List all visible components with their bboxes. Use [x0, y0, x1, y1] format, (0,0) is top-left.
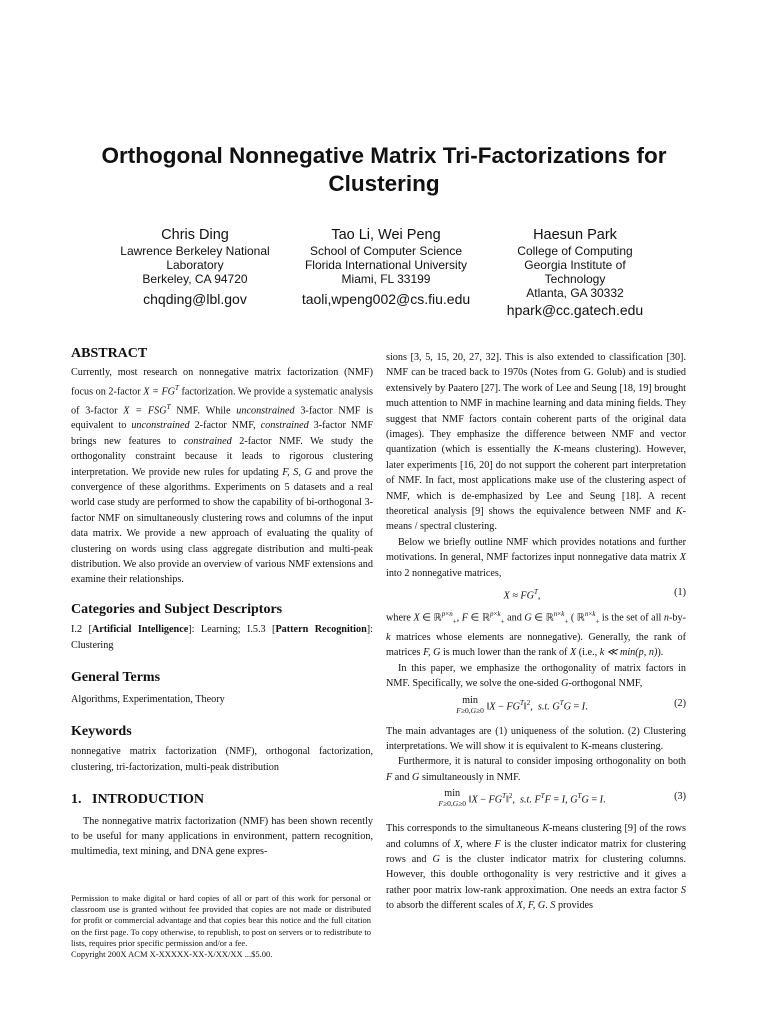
- paper-title: [60, 142, 708, 198]
- equation-1: $X \approx FG^T$, (1): [503, 587, 686, 602]
- author-affiliation: Technology: [544, 272, 606, 286]
- author-block-3: [480, 227, 670, 319]
- left-column: [71, 346, 373, 860]
- intro-paragraph: sions [3, 5, 15, 20, 27, 32]. This is also extended to classification [30]. NMF can be traced back to 1970s (Notes from G. Golub) and is studied extensively by Paatero [27]. The work of Lee and Seung [18, 19] brought much attention to NMF in machine learning and data mining fields. They suggest that NMF factors contain coherent parts of the original data (images). They emphasize the difference between NMF and vector quantization (which is essentially the K-means clustering). However, later experiments [16, 20] do not support the coherent part interpretation of NMF. In fact, most applications make use of the clustering aspect of NMF, which is de-emphasized by Lee and Seung [18]. A recent theoretical analysis [9] shows the equivalence between NMF and K-means / spectral clustering.: [386, 352, 686, 533]
- intro-paragraph: Furthermore, it is natural to consider imposing orthogonality on both F and G simultaneously in NMF.: [386, 756, 686, 783]
- author-affiliation: College of Computing: [517, 244, 633, 258]
- introduction-text: The nonnegative matrix factorization (NMF) has been shown recently to be useful for many applications in environment, pattern recognition, multimedia, text mining, and DNA gene expres-: [71, 815, 373, 858]
- introduction-heading: 1. INTRODUCTION: [71, 792, 205, 808]
- equation-2: min F≥0,G≥0 ‖X − $FG^T‖^2$, s.t. $G^TG = I$. (2): [456, 694, 686, 715]
- author-email: hpark@cc.gatech.edu: [506, 302, 644, 318]
- keywords-heading: Keywords: [71, 723, 132, 739]
- title-line-1: Orthogonal Nonnegative Matrix Tri-Factorizations for: [101, 143, 667, 168]
- author-affiliation: Florida International University: [304, 258, 468, 272]
- author-affiliation: Miami, FL 33199: [341, 272, 431, 286]
- right-column: [386, 350, 686, 914]
- general-terms-text: Algorithms, Experimentation, Theory: [71, 693, 225, 705]
- keywords-text: nonnegative matrix factorization (NMF), orthogonal factorization, clustering, tri-factorization, multi-peak distribution: [71, 746, 373, 773]
- author-block-1: [100, 227, 290, 308]
- intro-paragraph: The main advantages are (1) uniqueness of the solution. (2) Clustering interpretations. We will show it is equivalent to K-means clustering.: [386, 725, 686, 752]
- permission-footnote: [71, 893, 371, 960]
- categories-text: I.2 [Artificial Intelligence]: Learning; I.5.3 [Pattern Recognition]: Clustering: [71, 624, 373, 651]
- intro-paragraph: In this paper, we emphasize the orthogonality of matrix factors in NMF. Specifically, we solve the one-sided G-orthogonal NMF,: [386, 662, 686, 690]
- categories-heading: Categories and Subject Descriptors: [71, 601, 283, 617]
- author-email: taoli,wpeng002@cs.fiu.edu: [301, 291, 471, 307]
- abstract-text: Currently, most research on nonnegative matrix factorization (NMF) focus on 2-factor $X = FG^T$ factorization. We provide a systematic analysis of 3-factor $X = FSG^T$ NMF. While unconstrained 3-factor NMF is equivalent to unconstrained 2-factor NMF, constrained 3-factor NMF brings new features to constrained 2-factor NMF. We study the orthogonality constraint because it leads to rigorous clustering interpretation. We provide new rules for updating F, S, G and prove the convergence of these algorithms. Experiments on 5 datasets and a real world case study are performed to show the capability of bi-orthogonal 3-factor NMF on simultaneously clustering rows and columns of the input data matrix. We provide a new approach of evaluating the quality of clustering on words using class aggregate distribution and multi-peak distribution. We also provide an overview of various NMF extensions and examine their relationships.: [71, 367, 374, 586]
- author-affiliation: Berkeley, CA 94720: [142, 272, 248, 286]
- author-name: Chris Ding: [161, 227, 229, 243]
- abstract-heading: ABSTRACT: [71, 346, 148, 361]
- equation-number: (3): [674, 791, 686, 803]
- intro-paragraph: Below we briefly outline NMF which provides notations and further motivations. In general, NMF factorizes input nonnegative data matrix X into 2 nonnegative matrices,: [386, 536, 686, 579]
- author-affiliation: School of Computer Science: [309, 244, 463, 258]
- author-affiliation: Lawrence Berkeley National: [120, 244, 270, 258]
- author-name: Tao Li, Wei Peng: [331, 227, 441, 243]
- title-line-2: Clustering: [328, 171, 440, 196]
- author-affiliation: Atlanta, GA 30332: [526, 286, 624, 300]
- author-affiliation: Laboratory: [166, 258, 224, 272]
- author-email: chqding@lbl.gov: [143, 291, 247, 307]
- author-block-2: [280, 227, 492, 308]
- copyright-text: Copyright 200X ACM X-XXXXX-XX-X/XX/XX ...$5.00.: [71, 949, 273, 960]
- equation-number: (1): [674, 587, 686, 599]
- author-name: Haesun Park: [533, 227, 617, 243]
- equation-3: min F≥0,G≥0 ‖X − $FG^T‖^2$, s.t. $F^TF = I$, $G^TG = I$. (3): [438, 788, 686, 809]
- intro-paragraph: This corresponds to the simultaneous K-means clustering [9] of the rows and columns of X, where F is the cluster indicator matrix for clustering rows and G is the cluster indicator matrix for clustering columns. However, this double orthogonality is very restrictive and it gives a rather poor matrix low-rank approximation. One needs an extra factor S to absorb the different scales of X, F, G. S provides: [386, 823, 687, 912]
- equation-number: (2): [674, 697, 686, 709]
- permission-text: Permission to make digital or hard copies of all or part of this work for personal or classroom use is granted without fee provided that copies are not made or distributed for profit or commercial advantage and that copies bear this notice and the full citation on the first page. To copy otherwise, to republish, to post on servers or to redistribute to lists, requires prior specific permission and/or a fee.: [71, 893, 371, 948]
- general-terms-heading: General Terms: [71, 670, 161, 686]
- intro-paragraph: where X ∈ ℝ$^{p\times n}_+$, F ∈ ℝ$^{p\times k}_+$ and G ∈ ℝ$^{n\times k}_+$ ( ℝ$^{n\times k}_+$ is the set of all n-by-k matrices whose elements are nonnegative). Generally, the rank of matrices F, G is much lower than the rank of X (i.e., k ≪ min(p, n)).: [386, 610, 686, 659]
- author-affiliation: Georgia Institute of: [524, 258, 626, 272]
